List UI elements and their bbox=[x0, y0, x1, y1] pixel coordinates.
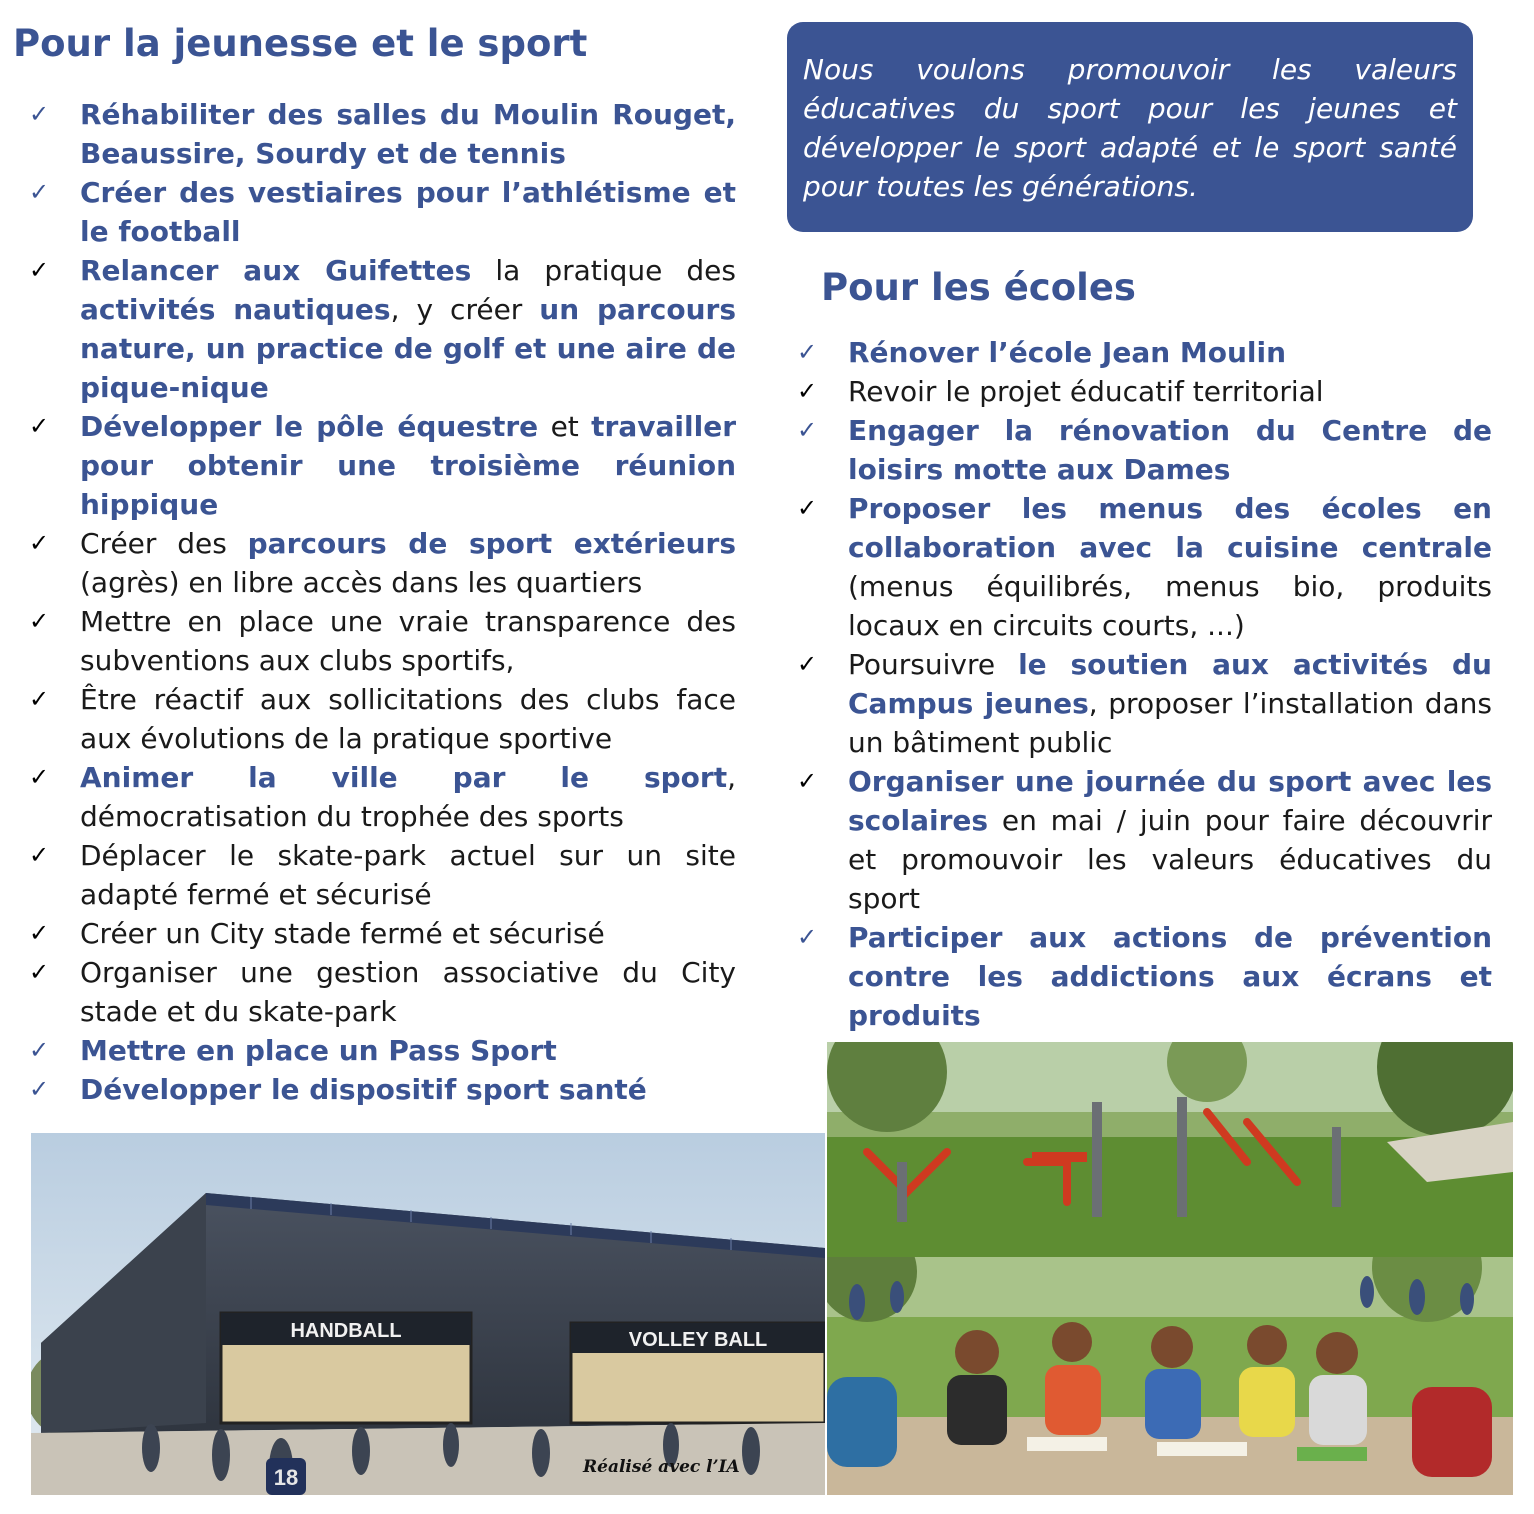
jeunesse-sport-item bbox=[24, 407, 736, 524]
item-text: Poursuivre bbox=[848, 648, 1019, 681]
check-icon: ✓ bbox=[28, 1036, 50, 1064]
check-icon: ✓ bbox=[796, 650, 818, 678]
section-title-jeunesse-sport: Pour la jeunesse et le sport bbox=[13, 22, 588, 65]
ecoles-item bbox=[792, 645, 1492, 762]
quote-text: Nous voulons promouvoir les valeurs éducatives du sport pour les jeunes et développer le sport adapté et le sport santé pour toutes les générations. bbox=[803, 53, 1457, 203]
item-text-highlight: travailler pour obtenir une troisième réunion hippique bbox=[80, 410, 736, 521]
item-text-highlight: parcours de sport extérieurs bbox=[247, 527, 736, 560]
item-text: Mettre en place une vraie transparence des subventions aux clubs sportifs, bbox=[80, 605, 736, 677]
item-text-highlight: Développer le pôle équestre bbox=[80, 410, 539, 443]
check-icon: ✓ bbox=[28, 256, 50, 284]
ecoles-list bbox=[792, 333, 1492, 1035]
check-icon: ✓ bbox=[28, 958, 50, 986]
check-icon: ✓ bbox=[28, 607, 50, 635]
jeunesse-sport-item bbox=[24, 95, 736, 173]
item-text-highlight: Mettre en place un Pass Sport bbox=[80, 1034, 557, 1067]
item-text: et bbox=[538, 410, 592, 443]
jeunesse-sport-item bbox=[24, 1031, 736, 1070]
item-text-highlight: Organiser une journée du sport avec les scolaires bbox=[848, 765, 1492, 837]
item-text: Revoir le projet éducatif territorial bbox=[848, 375, 1324, 408]
item-text: (agrès) en libre accès dans les quartiers bbox=[80, 566, 643, 599]
item-text: Déplacer le skate-park actuel sur un site adapté fermé et sécurisé bbox=[80, 839, 736, 911]
jeunesse-sport-item bbox=[24, 251, 736, 407]
check-icon: ✓ bbox=[796, 923, 818, 951]
jeunesse-sport-item bbox=[24, 1070, 736, 1109]
jeunesse-sport-item bbox=[24, 602, 736, 680]
check-icon: ✓ bbox=[28, 178, 50, 206]
item-text: Créer un City stade fermé et sécurisé bbox=[80, 917, 605, 950]
item-text-highlight: Participer aux actions de prévention contre les addictions aux écrans et produits bbox=[848, 921, 1492, 1032]
check-icon: ✓ bbox=[796, 494, 818, 522]
ecoles-item bbox=[792, 411, 1492, 489]
check-icon: ✓ bbox=[28, 1075, 50, 1103]
item-text-highlight: Animer la ville par le sport bbox=[80, 761, 728, 794]
jeunesse-sport-item bbox=[24, 758, 736, 836]
item-text-highlight: Proposer les menus des écoles en collaboration avec la cuisine centrale bbox=[848, 492, 1492, 564]
check-icon: ✓ bbox=[28, 919, 50, 947]
check-icon: ✓ bbox=[28, 763, 50, 791]
jeunesse-sport-item bbox=[24, 914, 736, 953]
item-text-highlight: le soutien aux activités du Campus jeunes bbox=[848, 648, 1492, 720]
sports-hall-image bbox=[31, 1133, 825, 1495]
item-text-highlight: Rénover l’école Jean Moulin bbox=[848, 336, 1287, 369]
quote-box bbox=[787, 22, 1473, 232]
ecoles-item bbox=[792, 762, 1492, 918]
volleyball-sign: VOLLEY BALL bbox=[628, 1329, 768, 1351]
item-text: en mai / juin pour faire découvrir et promouvoir les valeurs éducatives du sport bbox=[848, 804, 1492, 915]
item-text: Organiser une gestion associative du City stade et du skate-park bbox=[80, 956, 736, 1028]
check-icon: ✓ bbox=[28, 412, 50, 440]
item-text-highlight: Engager la rénovation du Centre de loisirs motte aux Dames bbox=[848, 414, 1492, 486]
check-icon: ✓ bbox=[796, 416, 818, 444]
ecoles-item bbox=[792, 489, 1492, 645]
jersey-number: 18 bbox=[273, 1465, 299, 1490]
check-icon: ✓ bbox=[796, 767, 818, 795]
check-icon: ✓ bbox=[796, 377, 818, 405]
item-text-highlight: Créer des vestiaires pour l’athlétisme et le football bbox=[80, 176, 736, 248]
handball-sign: HANDBALL bbox=[290, 1320, 402, 1342]
jeunesse-sport-list bbox=[24, 95, 736, 1109]
outdoor-fitness-image bbox=[827, 1042, 1513, 1257]
jeunesse-sport-item bbox=[24, 836, 736, 914]
jeunesse-sport-item bbox=[24, 173, 736, 251]
jeunesse-sport-item bbox=[24, 524, 736, 602]
check-icon: ✓ bbox=[28, 841, 50, 869]
item-text: , démocratisation du trophée des sports bbox=[80, 761, 736, 833]
item-text-highlight: Réhabiliter des salles du Moulin Rouget, Beaussire, Sourdy et de tennis bbox=[80, 98, 736, 170]
check-icon: ✓ bbox=[28, 529, 50, 557]
kids-studying-image bbox=[827, 1257, 1513, 1495]
check-icon: ✓ bbox=[796, 338, 818, 366]
section-title-ecoles: Pour les écoles bbox=[821, 266, 1136, 309]
item-text-highlight: un parcours nature, un practice de golf et une aire de pique-nique bbox=[80, 293, 736, 404]
ecoles-item bbox=[792, 372, 1492, 411]
item-text-highlight: Relancer aux Guifettes bbox=[80, 254, 472, 287]
jeunesse-sport-item bbox=[24, 680, 736, 758]
item-text-highlight: Développer le dispositif sport santé bbox=[80, 1073, 647, 1106]
ecoles-item bbox=[792, 333, 1492, 372]
item-text: , proposer l’installation dans un bâtiment public bbox=[848, 687, 1492, 759]
item-text-highlight: activités nautiques bbox=[80, 293, 391, 326]
item-text: , y créer bbox=[390, 293, 540, 326]
ia-caption: Réalisé avec l’IA bbox=[583, 1457, 740, 1477]
item-text: Être réactif aux sollicitations des clubs face aux évolutions de la pratique sportive bbox=[80, 683, 736, 755]
item-text: la pratique des bbox=[471, 254, 736, 287]
jeunesse-sport-item bbox=[24, 953, 736, 1031]
check-icon: ✓ bbox=[28, 685, 50, 713]
item-text: (menus équilibrés, menus bio, produits locaux en circuits courts, ...) bbox=[848, 570, 1492, 642]
ecoles-item bbox=[792, 918, 1492, 1035]
check-icon: ✓ bbox=[28, 100, 50, 128]
item-text: Créer des bbox=[80, 527, 248, 560]
